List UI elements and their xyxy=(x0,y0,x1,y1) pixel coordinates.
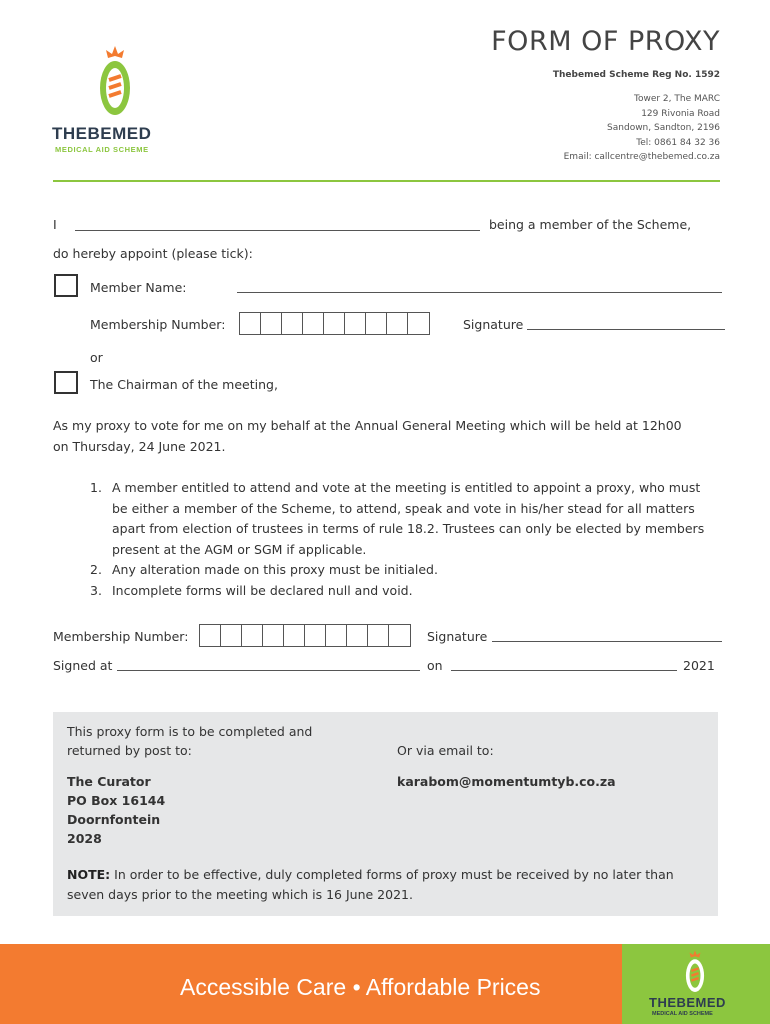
post-intro-line: This proxy form is to be completed and xyxy=(67,724,313,739)
digit-box[interactable] xyxy=(368,625,389,646)
note-item xyxy=(90,581,730,602)
digit-box[interactable] xyxy=(284,625,305,646)
digit-box[interactable] xyxy=(221,625,242,646)
postal-address-line: PO Box 16144 xyxy=(67,793,166,808)
digit-box[interactable] xyxy=(303,313,324,334)
signed-at-label: Signed at xyxy=(53,658,113,673)
note-line: apart from election of trustees in terms of rule 18.2. Trustees can only be elected by members xyxy=(112,521,705,536)
note-number: 1. xyxy=(90,480,102,495)
digit-box[interactable] xyxy=(387,313,408,334)
email-intro: Or via email to: xyxy=(397,743,494,758)
chairman-checkbox[interactable] xyxy=(54,371,78,394)
digit-box[interactable] xyxy=(240,313,261,334)
digit-box[interactable] xyxy=(282,313,303,334)
signed-at-line[interactable] xyxy=(117,670,420,671)
postal-address-line: 2028 xyxy=(67,831,102,846)
signature-label: Signature xyxy=(463,317,524,332)
note-text: In order to be effective, duly completed forms of proxy must be received by no later than xyxy=(110,867,674,882)
notes-list xyxy=(90,478,730,601)
note-number: 3. xyxy=(90,582,102,598)
proxy-text xyxy=(53,415,682,457)
postal-address xyxy=(67,772,165,848)
note-text: seven days prior to the meeting which is 16 June 2021. xyxy=(67,887,413,902)
digit-box[interactable] xyxy=(263,625,284,646)
membership-number-label: Membership Number: xyxy=(90,317,226,332)
proxy-text-line: As my proxy to vote for me on my behalf at the Annual General Meeting which will be held at 12h00 xyxy=(53,418,682,433)
logo xyxy=(52,44,182,156)
footer-tagline: Accessible Care • Affordable Prices xyxy=(180,974,541,1000)
page-title: FORM OF PROXY xyxy=(491,26,720,57)
signature-line[interactable] xyxy=(527,329,725,330)
proxy-member-name-line[interactable] xyxy=(237,292,722,293)
logo-name: THEBEMED xyxy=(52,124,152,143)
member-name-field-line[interactable] xyxy=(75,230,480,231)
address-line: Tower 2, The MARC xyxy=(634,94,720,104)
footer-logo-subtitle: MEDICAL AID SCHEME xyxy=(652,1011,713,1017)
digit-box[interactable] xyxy=(324,313,345,334)
address-line: 129 Rivonia Road xyxy=(641,108,720,119)
bottom-membership-number-boxes[interactable] xyxy=(199,624,411,647)
post-intro-line: returned by post to: xyxy=(67,743,192,758)
address-line: Tel: 0861 84 32 36 xyxy=(636,137,720,148)
member-proxy-checkbox[interactable] xyxy=(54,274,78,297)
note-item xyxy=(90,478,730,560)
note-line: Incomplete forms will be declared null and void. xyxy=(112,582,413,598)
thebemed-logo-icon xyxy=(680,949,710,995)
appoint-text: do hereby appoint (please tick): xyxy=(53,246,253,261)
on-label: on xyxy=(427,658,443,673)
digit-box[interactable] xyxy=(347,625,368,646)
note xyxy=(67,865,674,905)
note-item xyxy=(90,560,730,581)
bottom-membership-number-label: Membership Number: xyxy=(53,629,189,644)
digit-box[interactable] xyxy=(261,313,282,334)
member-name-label: Member Name: xyxy=(90,280,187,295)
member-of-scheme-text: being a member of the Scheme, xyxy=(489,217,692,232)
digit-box[interactable] xyxy=(389,625,410,646)
postal-address-line: The Curator xyxy=(67,774,151,789)
or-text: or xyxy=(90,350,103,365)
note-label: NOTE: xyxy=(67,867,111,882)
address-line: Email: callcentre@thebemed.co.za xyxy=(563,152,720,162)
note-number: 2. xyxy=(90,562,102,577)
address-line: Sandown, Sandton, 2196 xyxy=(607,123,720,133)
digit-box[interactable] xyxy=(305,625,326,646)
digit-box[interactable] xyxy=(326,625,347,646)
chairman-label: The Chairman of the meeting, xyxy=(90,377,278,392)
footer-logo-name: THEBEMED xyxy=(649,995,726,1010)
post-intro xyxy=(67,722,312,760)
logo-subtitle: MEDICAL AID SCHEME xyxy=(55,145,149,154)
return-instructions-panel xyxy=(53,712,718,916)
footer-logo-box xyxy=(622,944,770,1024)
note-line: A member entitled to attend and vote at the meeting is entitled to appoint a proxy, who must xyxy=(112,480,701,495)
thebemed-logo-icon xyxy=(94,44,136,120)
i-label: I xyxy=(53,217,57,232)
email-address[interactable]: karabom@momentumtyb.co.za xyxy=(397,774,616,789)
note-line: be either a member of the Scheme, to attend, speak and vote in his/her stead for all matters xyxy=(112,500,695,516)
digit-box[interactable] xyxy=(408,313,429,334)
membership-number-boxes[interactable] xyxy=(239,312,430,335)
bottom-signature-label: Signature xyxy=(427,629,488,644)
scheme-reg-no: Thebemed Scheme Reg No. 1592 xyxy=(552,70,720,80)
proxy-text-line: on Thursday, 24 June 2021. xyxy=(53,439,226,454)
digit-box[interactable] xyxy=(345,313,366,334)
postal-address-line: Doornfontein xyxy=(67,812,161,827)
footer-banner xyxy=(0,944,770,1024)
note-line: Any alteration made on this proxy must be initialed. xyxy=(112,562,438,577)
digit-box[interactable] xyxy=(242,625,263,646)
note-line: present at the AGM or SGM if applicable. xyxy=(112,541,367,557)
digit-box[interactable] xyxy=(200,625,221,646)
date-line[interactable] xyxy=(451,670,677,671)
scheme-address xyxy=(564,92,720,165)
bottom-signature-line[interactable] xyxy=(492,641,722,642)
header-divider xyxy=(53,180,720,182)
year-text: 2021 xyxy=(683,658,715,673)
digit-box[interactable] xyxy=(366,313,387,334)
